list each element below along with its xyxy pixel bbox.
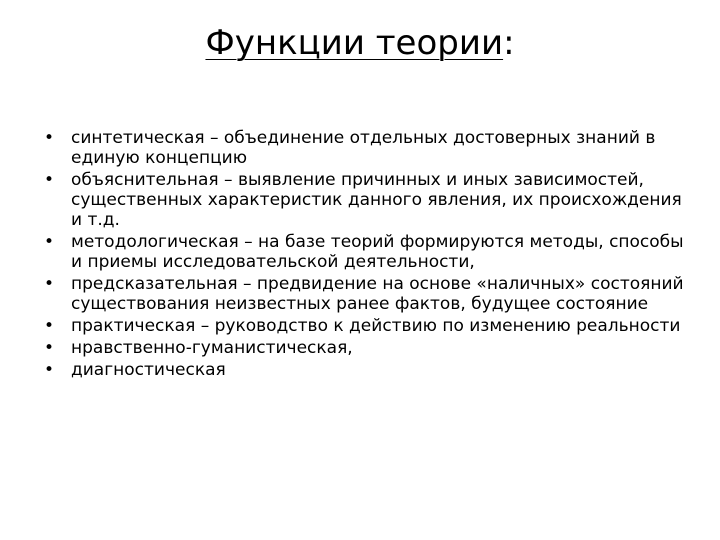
bullet-icon: • bbox=[44, 170, 55, 190]
bullet-item-methodological bbox=[44, 232, 684, 272]
bullet-text: объяснительная – выявление причинных и иных зависимостей, существенных характеристик данного явления, их происхождения и т.д. bbox=[71, 170, 682, 230]
bullet-text: предсказательная – предвидение на основе «наличных» состояний существования неизвестных ранее фактов, будущее состояние bbox=[71, 274, 684, 314]
title-container bbox=[0, 22, 720, 64]
bullet-item-predictive bbox=[44, 274, 684, 314]
bullet-list bbox=[44, 128, 684, 382]
slide-title-colon: : bbox=[503, 23, 515, 63]
bullet-text: диагностическая bbox=[71, 360, 226, 380]
bullet-item-diagnostic bbox=[44, 360, 684, 380]
bullet-icon: • bbox=[44, 316, 55, 336]
bullet-text: нравственно-гуманистическая, bbox=[71, 338, 353, 358]
bullet-icon: • bbox=[44, 232, 55, 252]
bullet-item-explanatory bbox=[44, 170, 684, 230]
slide-title bbox=[205, 22, 514, 64]
bullet-icon: • bbox=[44, 360, 55, 380]
bullet-item-moral-humanistic bbox=[44, 338, 684, 358]
slide-title-text: Функции теории bbox=[205, 23, 504, 63]
bullet-icon: • bbox=[44, 274, 55, 294]
bullet-icon: • bbox=[44, 338, 55, 358]
bullet-text: синтетическая – объединение отдельных достоверных знаний в единую концепцию bbox=[71, 128, 656, 168]
bullet-icon: • bbox=[44, 128, 55, 148]
bullet-text: методологическая – на базе теорий формируются методы, способы и приемы исследовательской деятельности, bbox=[71, 232, 684, 272]
bullet-text: практическая – руководство к действию по изменению реальности bbox=[71, 316, 681, 336]
bullet-item-practical bbox=[44, 316, 684, 336]
bullet-item-synthetic bbox=[44, 128, 684, 168]
